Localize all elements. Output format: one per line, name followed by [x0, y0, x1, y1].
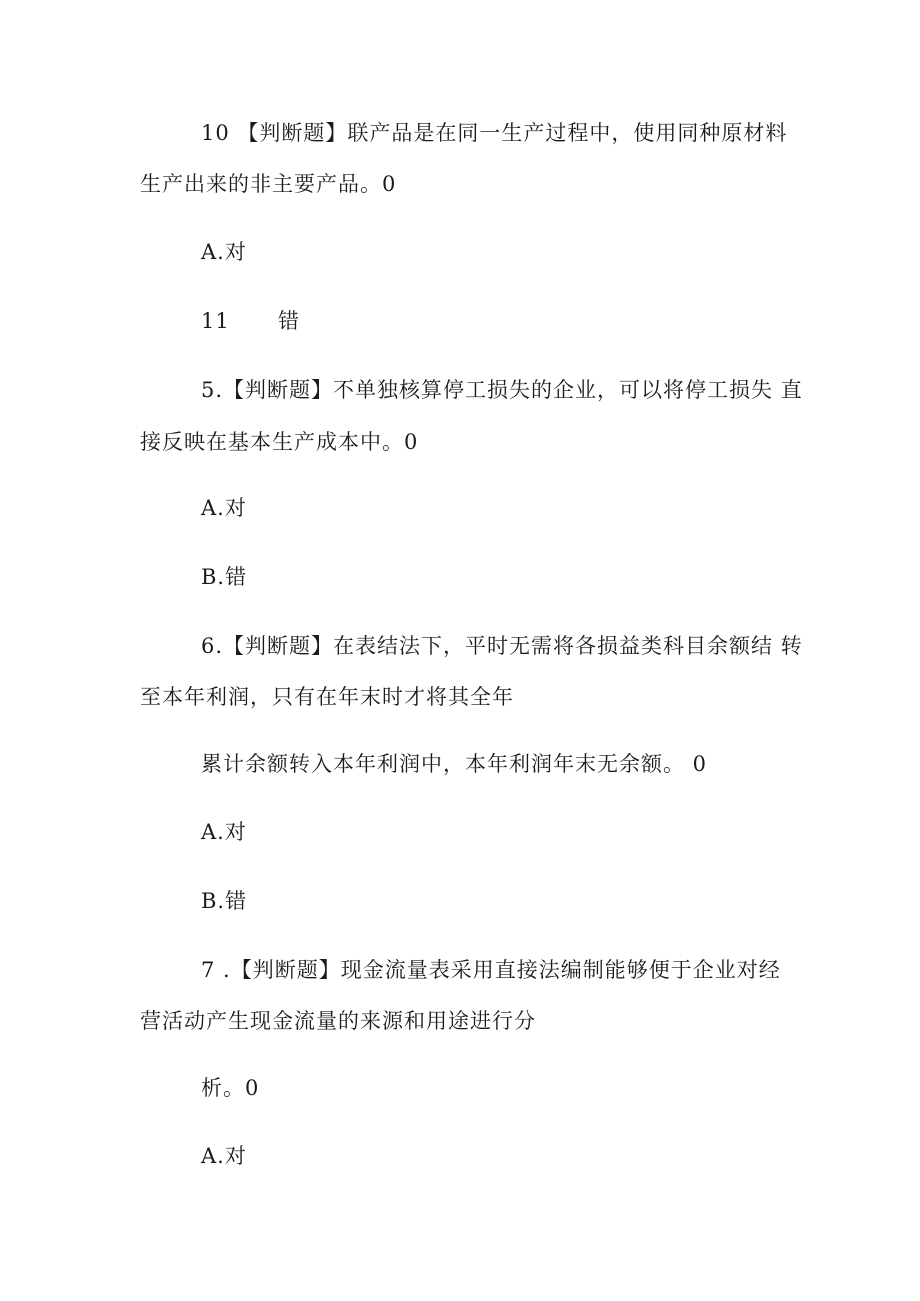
q7-text-line2: 营活动产生现金流量的来源和用途进行分	[140, 1009, 536, 1033]
q5-option-b: B.错	[201, 565, 248, 589]
q5-text-line1: 5.【判断题】不单独核算停工损失的企业，可以将停工损失 直	[201, 378, 803, 402]
q5-option-a: A.对	[201, 496, 247, 520]
q6-text-line2: 至本年利润，只有在年末时才将其全年	[140, 685, 514, 709]
q10-option-a: A.对	[201, 240, 247, 264]
q6-option-b: B.错	[201, 889, 248, 913]
q7-text-line1: 7 .【判断题】现金流量表采用直接法编制能够便于企业对经	[201, 958, 781, 982]
q10-text-line1: 10 【判断题】联产品是在同一生产过程中，使用同种原材料	[201, 121, 788, 145]
q11-number: 11	[201, 309, 230, 333]
q6-text-line1: 6.【判断题】在表结法下，平时无需将各损益类科目余额结 转	[201, 634, 803, 658]
q10-text-line2: 生产出来的非主要产品。0	[140, 172, 397, 196]
q6-text-line3: 累计余额转入本年利润中，本年利润年末无余额。 0	[201, 752, 708, 776]
q11-option: 错	[278, 309, 300, 333]
q5-text-line2: 接反映在基本生产成本中。0	[140, 430, 419, 454]
q6-option-a: A.对	[201, 820, 247, 844]
q7-text-line3: 析。0	[201, 1076, 260, 1100]
q7-option-a: A.对	[201, 1144, 247, 1168]
